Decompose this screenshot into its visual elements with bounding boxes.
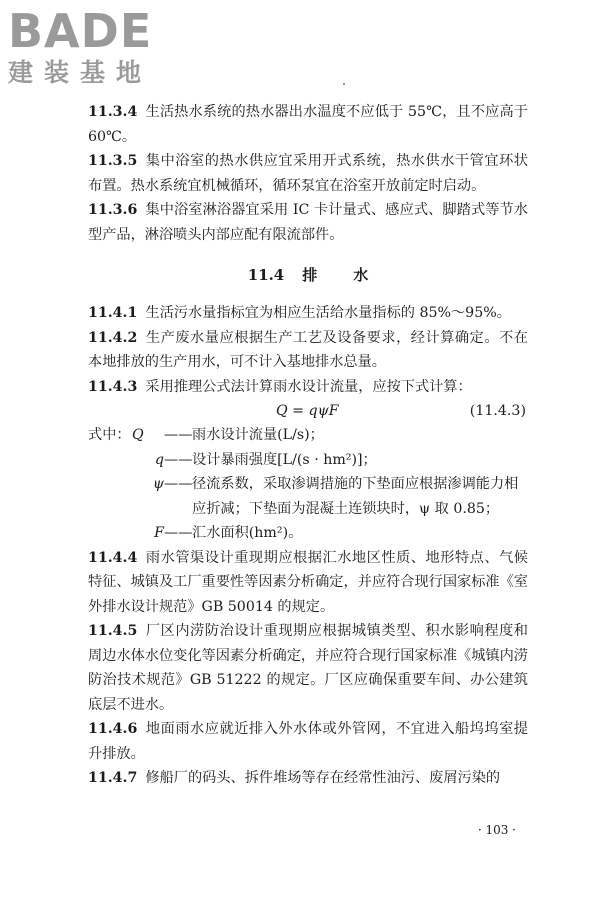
clause-number: 11.4.3 bbox=[88, 378, 138, 395]
clause-11-3-4 bbox=[88, 100, 528, 149]
clause-11-3-5 bbox=[88, 149, 528, 198]
formula-line bbox=[88, 399, 528, 423]
section-title-char-2: 水 bbox=[353, 266, 369, 284]
variable-dash: —— bbox=[164, 451, 193, 468]
logo-brand-text: BADE bbox=[8, 4, 153, 58]
clause-text: 厂区内涝防治设计重现期应根据城镇类型、积水影响程度和周边水体水位变化等因素分析确定，并应符合现行国家标准《城镇内涝防治技术规范》GB 51222 的规定。厂区应确保重要车间、办公建筑底层不进水。 bbox=[88, 623, 528, 713]
variables-lead: 式中： bbox=[88, 427, 131, 443]
variable-symbol: q bbox=[154, 451, 164, 468]
clause-number: 11.4.2 bbox=[88, 329, 138, 346]
clause-text: 生活污水量指标宜为相应生活给水量指标的 85%～95%。 bbox=[145, 305, 511, 321]
clause-number: 11.4.6 bbox=[88, 721, 138, 737]
clause-number: 11.4.1 bbox=[88, 305, 138, 321]
variable-description: 汇水面积(hm²)。 bbox=[192, 525, 303, 541]
clause-11-4-6 bbox=[88, 717, 528, 766]
clause-text: 生产废水量应根据生产工艺及设备要求，经计算确定。不在本地排放的生产用水，可不计入基地排水总量。 bbox=[88, 329, 528, 370]
clause-11-4-2 bbox=[88, 326, 528, 375]
clause-11-4-7 bbox=[88, 766, 528, 791]
brand-logo bbox=[8, 6, 178, 88]
variable-symbol: Q bbox=[132, 427, 144, 443]
formula-expression: Q = qψF bbox=[276, 403, 339, 419]
clause-11-4-5 bbox=[88, 619, 528, 717]
variable-definitions bbox=[88, 423, 528, 546]
section-number: 11.4 bbox=[247, 266, 285, 284]
clause-text: 集中浴室淋浴器宜采用 IC 卡计量式、感应式、脚踏式等节水型产品，淋浴喷头内部应配有限流部件。 bbox=[88, 202, 528, 243]
variable-description: 设计暴雨强度[L/(s · hm²)]； bbox=[192, 451, 377, 468]
clause-11-4-4 bbox=[88, 546, 528, 620]
clause-text: 生活热水系统的热水器出水温度不应低于 55℃，且不应高于 60℃。 bbox=[88, 104, 528, 145]
clause-text: 修船厂的码头、拆件堆场等存在经常性油污、废屑污染的 bbox=[145, 770, 501, 786]
clause-number: 11.4.7 bbox=[88, 770, 138, 786]
clause-number: 11.4.5 bbox=[88, 623, 138, 639]
page-number: · 103 · bbox=[477, 823, 516, 837]
variable-row bbox=[88, 448, 528, 473]
variable-dash: —— bbox=[164, 476, 193, 492]
section-heading bbox=[88, 263, 528, 287]
variable-dash: —— bbox=[164, 427, 193, 443]
equation-number: (11.4.3) bbox=[469, 403, 526, 419]
variable-symbol: ψ bbox=[152, 476, 164, 492]
clause-text: 地面雨水应就近排入外水体或外管网，不宜进入船坞坞室提升排放。 bbox=[88, 721, 528, 762]
clause-11-3-6 bbox=[88, 198, 528, 247]
clause-text: 集中浴室的热水供应宜采用开式系统，热水供水干管宜环状布置。热水系统宜机械循环，循环泵宜在浴室开放前定时启动。 bbox=[88, 153, 528, 194]
variable-dash: —— bbox=[164, 525, 193, 541]
variable-description: 雨水设计流量(L/s)； bbox=[192, 427, 324, 443]
variable-row bbox=[88, 521, 528, 546]
logo-subtitle: 建装基地 bbox=[8, 58, 153, 87]
clause-11-4-1 bbox=[88, 301, 528, 326]
variable-symbol: F bbox=[154, 525, 164, 541]
clause-text: 雨水管渠设计重现期应根据汇水地区性质、地形特点、气候特征、城镇及工厂重要性等因素分析确定，并应符合现行国家标准《室外排水设计规范》GB 50014 的规定。 bbox=[88, 549, 528, 615]
page-body bbox=[88, 100, 528, 791]
clause-text: 采用推理公式法计算雨水设计流量，应按下式计算： bbox=[145, 378, 472, 395]
clause-number: 11.3.4 bbox=[88, 104, 138, 120]
clause-11-4-3 bbox=[88, 375, 528, 400]
section-title-char-1: 排 bbox=[302, 266, 318, 284]
clause-number: 11.4.4 bbox=[88, 549, 138, 566]
variable-row bbox=[88, 472, 528, 521]
clause-number: 11.3.6 bbox=[88, 202, 138, 218]
variable-row bbox=[88, 423, 528, 448]
clause-number: 11.3.5 bbox=[88, 153, 138, 169]
variable-description: 径流系数，采取渗调措施的下垫面应根据渗调能力相应折减；下垫面为混凝土连锁块时，ψ 取 0.85； bbox=[192, 476, 519, 517]
speck bbox=[343, 83, 345, 85]
